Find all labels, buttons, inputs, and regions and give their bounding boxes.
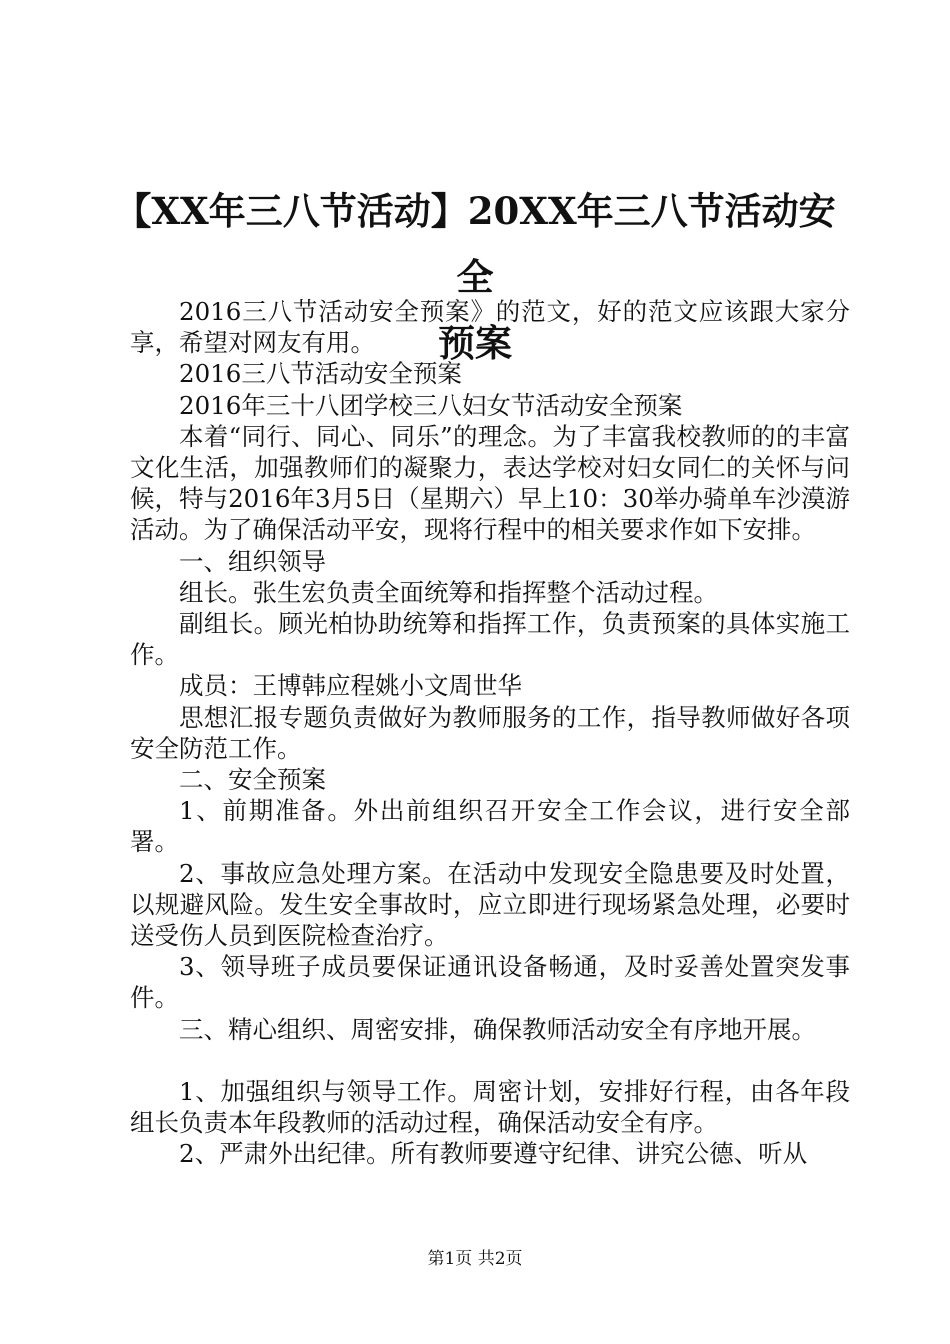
paragraph: 2016三八节活动安全预案》的范文，好的范文应该跟大家分享，希望对网友有用。 <box>130 297 850 358</box>
paragraph: 1、加强组织与领导工作。周密计划，安排好行程，由各年段组长负责本年段教师的活动过程，确保活动安全有序。 <box>130 1076 850 1138</box>
paragraph: 副组长。顾光柏协助统筹和指挥工作，负责预案的具体实施工作。 <box>130 609 850 670</box>
section-heading: 一、组织领导 <box>179 546 326 576</box>
title-line-2: 预案 <box>438 321 512 365</box>
paragraph: 2、事故应急处理方案。在活动中发现安全隐患要及时处置，以规避风险。发生安全事故时，应立即进行现场紧急处理，必要时送受伤人员到医院检查治疗。 <box>130 858 850 951</box>
section-heading: 二、安全预案 <box>179 765 326 795</box>
paragraph: 3、领导班子成员要保证通讯设备畅通，及时妥善处置突发事件。 <box>130 952 850 1013</box>
paragraph: 2016年三十八团学校三八妇女节活动安全预案 <box>179 390 683 420</box>
paragraph: 本着“同行、同心、同乐”的理念。为了丰富我校教师的的丰富文化生活，加强教师们的凝聚力，表达学校对妇女同仁的关怀与问候，特与2016年3月5日（星期六）早上10：30举办骑单车沙漠游活动。为了确保活动平安，现将行程中的相关要求作如下安排。 <box>130 421 850 545</box>
paragraph: 成员：王博韩应程姚小文周世华 <box>179 671 522 701</box>
paragraph: 组长。张生宏负责全面统筹和指挥整个活动过程。 <box>179 577 718 607</box>
paragraph: 思想汇报专题负责做好为教师服务的工作，指导教师做好各项安全防范工作。 <box>130 702 850 763</box>
paragraph: 2、严肃外出纪律。所有教师要遵守纪律、讲究公德、听从 <box>179 1139 808 1169</box>
page-footer: 第1页 共2页 <box>427 1249 523 1269</box>
paragraph: 1、前期准备。外出前组织召开安全工作会议，进行安全部署。 <box>130 796 850 857</box>
title-line-1: 【XX年三八节活动】20XX年三八节活动安全 <box>114 189 836 299</box>
section-heading: 三、精心组织、周密安排，确保教师活动安全有序地开展。 <box>179 1014 816 1044</box>
document-body <box>130 296 850 1169</box>
paragraph: 2016三八节活动安全预案 <box>179 359 462 389</box>
